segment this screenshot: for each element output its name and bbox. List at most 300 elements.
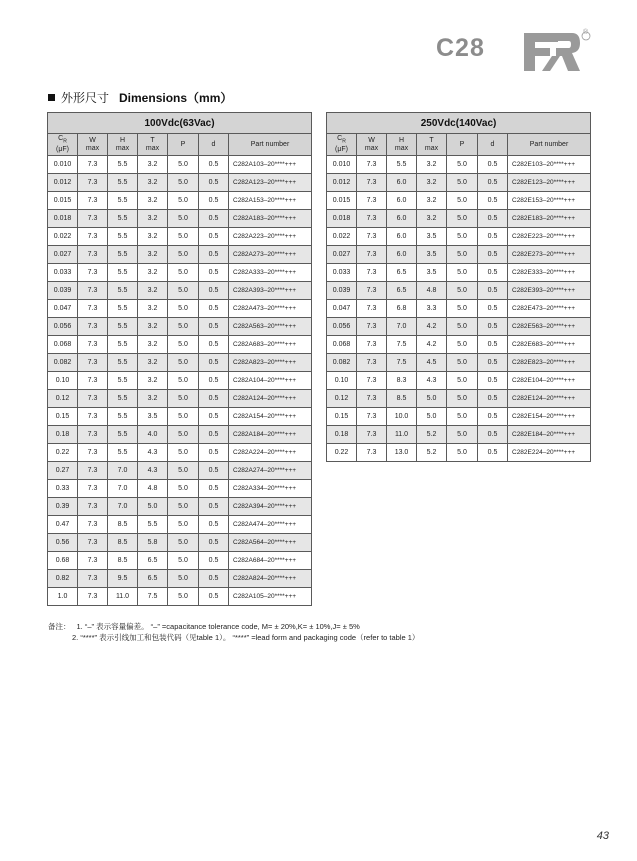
table-cell: 0.5: [478, 354, 508, 372]
note-text-1: 1. “–” 表示容量偏差。 “–” =capacitance tolerance code, M= ± 20%,K= ± 10%,J= ± 5%: [76, 622, 360, 631]
column-header-sublabel: (μF): [335, 145, 348, 153]
part-number-cell: C282A223–20****+++: [229, 228, 312, 246]
table-cell: 4.3: [138, 444, 168, 462]
column-header-label: P: [180, 140, 186, 148]
table-row: [327, 372, 591, 390]
table-cell: 0.022: [327, 228, 357, 246]
table-cell: 0.5: [478, 372, 508, 390]
part-number-cell: C282A224–20****+++: [229, 444, 312, 462]
table-cell: 3.2: [138, 354, 168, 372]
logo-mark: [522, 30, 592, 74]
column-header-label: T: [429, 136, 434, 144]
table-cell: 5.2: [417, 444, 447, 462]
table-cell: 3.2: [138, 372, 168, 390]
table-cell: 0.039: [48, 282, 78, 300]
table-cell: 0.012: [327, 174, 357, 192]
table-cell: 7.5: [138, 588, 168, 606]
table-cell: 0.5: [199, 588, 229, 606]
table-cell: 0.5: [199, 264, 229, 282]
column-header: [327, 134, 357, 156]
column-header: [357, 134, 387, 156]
table-cell: 7.3: [357, 336, 387, 354]
table-cell: 5.5: [108, 174, 138, 192]
table-cell: 0.082: [327, 354, 357, 372]
table-cell: 0.5: [199, 336, 229, 354]
table-cell: 7.3: [78, 588, 108, 606]
table-row: [327, 228, 591, 246]
table-cell: 0.18: [48, 426, 78, 444]
part-number-cell: C282E184–20****+++: [508, 426, 591, 444]
table-row: [48, 570, 312, 588]
table-cell: 5.0: [447, 192, 478, 210]
table-cell: 0.5: [199, 228, 229, 246]
part-number-cell: C282A683–20****+++: [229, 336, 312, 354]
table-cell: 7.3: [357, 174, 387, 192]
table-cell: 0.5: [199, 570, 229, 588]
table-cell: 0.033: [48, 264, 78, 282]
table-cell: 5.5: [108, 426, 138, 444]
table-cell: 7.3: [78, 336, 108, 354]
table-row: [48, 408, 312, 426]
table-cell: 7.3: [357, 318, 387, 336]
table-header-row: [327, 134, 591, 156]
table-cell: 3.2: [138, 336, 168, 354]
column-header-label: H: [119, 136, 126, 144]
table-cell: 3.2: [417, 174, 447, 192]
dimension-table-100vdc: [47, 112, 312, 606]
table-cell: 7.3: [357, 282, 387, 300]
table-cell: 0.5: [478, 228, 508, 246]
table-cell: 6.0: [387, 228, 417, 246]
table-cell: 7.5: [387, 354, 417, 372]
table-cell: 0.39: [48, 498, 78, 516]
table-cell: 9.5: [108, 570, 138, 588]
table-cell: 7.3: [357, 426, 387, 444]
table-cell: 5.0: [168, 246, 199, 264]
table-cell: 0.027: [48, 246, 78, 264]
table-cell: 8.5: [387, 390, 417, 408]
table-cell: 5.0: [168, 372, 199, 390]
part-number-cell: C282E104–20****+++: [508, 372, 591, 390]
table-cell: 3.2: [417, 192, 447, 210]
table-cell: 5.0: [168, 354, 199, 372]
table-cell: 6.8: [387, 300, 417, 318]
table-row: [48, 192, 312, 210]
table-cell: 4.2: [417, 318, 447, 336]
table-cell: 5.5: [108, 336, 138, 354]
column-header: [229, 134, 312, 156]
table-cell: 7.3: [357, 354, 387, 372]
table-cell: 7.3: [78, 534, 108, 552]
table-cell: 5.0: [168, 336, 199, 354]
table-cell: 3.2: [138, 210, 168, 228]
table-cell: 0.10: [327, 372, 357, 390]
part-number-cell: C282A333–20****+++: [229, 264, 312, 282]
table-row: [327, 336, 591, 354]
part-number-cell: C282A393–20****+++: [229, 282, 312, 300]
table-cell: 7.3: [357, 300, 387, 318]
part-number-cell: C282A824–20****+++: [229, 570, 312, 588]
table-cell: 0.047: [48, 300, 78, 318]
table-cell: 7.3: [78, 174, 108, 192]
table-cell: 4.2: [417, 336, 447, 354]
table-cell: 7.3: [78, 354, 108, 372]
table-cell: 5.5: [108, 444, 138, 462]
table-cell: 0.068: [327, 336, 357, 354]
part-number-cell: C282E153–20****+++: [508, 192, 591, 210]
column-header: [447, 134, 478, 156]
part-number-cell: C282A563–20****+++: [229, 318, 312, 336]
table-cell: 0.056: [48, 318, 78, 336]
table-cell: 8.5: [108, 516, 138, 534]
table-row: [48, 300, 312, 318]
table-cell: 5.5: [108, 318, 138, 336]
table-cell: 0.047: [327, 300, 357, 318]
table-cell: 3.2: [138, 300, 168, 318]
section-title-en: Dimensions（mm）: [119, 91, 233, 105]
table-row: [48, 174, 312, 192]
note-label: 备注：: [48, 622, 71, 631]
table-cell: 0.5: [478, 156, 508, 174]
table-cell: 0.5: [199, 516, 229, 534]
table-cell: 0.5: [478, 408, 508, 426]
table-cell: 5.0: [168, 588, 199, 606]
table-row: [327, 318, 591, 336]
table-cell: 0.56: [48, 534, 78, 552]
table-cell: 5.5: [108, 300, 138, 318]
column-header-label: $C_R$: [58, 135, 67, 145]
column-header-label: H: [398, 136, 405, 144]
table-cell: 7.3: [357, 408, 387, 426]
table-cell: 0.5: [199, 174, 229, 192]
table-cell: 0.47: [48, 516, 78, 534]
table-cell: 5.0: [168, 426, 199, 444]
note-text-2: 2. “****” 表示引线加工和包装代码（见table 1）。 “****” =lead form and packaging code（refer to table 1）: [72, 633, 420, 642]
table-cell: 5.0: [447, 408, 478, 426]
table-cell: 5.0: [168, 498, 199, 516]
table-cell: 0.15: [327, 408, 357, 426]
table-cell: 5.5: [108, 156, 138, 174]
table-cell: 5.0: [447, 228, 478, 246]
column-header: [508, 134, 591, 156]
column-header-label: P: [459, 140, 465, 148]
table-cell: 0.056: [327, 318, 357, 336]
part-number-cell: C282E273–20****+++: [508, 246, 591, 264]
table-cell: 6.0: [387, 246, 417, 264]
table-cell: 0.5: [478, 210, 508, 228]
table-cell: 0.5: [199, 408, 229, 426]
part-number-cell: C282A564–20****+++: [229, 534, 312, 552]
table-cell: 0.27: [48, 462, 78, 480]
part-number-cell: C282A105–20****+++: [229, 588, 312, 606]
part-number-cell: C282E154–20****+++: [508, 408, 591, 426]
table-cell: 0.22: [48, 444, 78, 462]
table-cell: 0.018: [48, 210, 78, 228]
table-cell: 13.0: [387, 444, 417, 462]
table-cell: 5.0: [168, 480, 199, 498]
table-row: [48, 516, 312, 534]
table-row: [48, 390, 312, 408]
part-number-cell: C282E823–20****+++: [508, 354, 591, 372]
table-title: 100Vdc(63Vac): [48, 113, 312, 134]
table-cell: 0.12: [48, 390, 78, 408]
table-row: [327, 390, 591, 408]
table-cell: 0.022: [48, 228, 78, 246]
table-cell: 3.2: [138, 228, 168, 246]
table-cell: 1.0: [48, 588, 78, 606]
table-cell: 0.12: [327, 390, 357, 408]
page-number: 43: [596, 830, 609, 842]
table-cell: 5.0: [447, 210, 478, 228]
table-row: [48, 426, 312, 444]
table-cell: 0.015: [48, 192, 78, 210]
part-number-cell: C282A274–20****+++: [229, 462, 312, 480]
table-cell: 7.3: [78, 228, 108, 246]
column-header: [199, 134, 229, 156]
brand-logo: [522, 30, 592, 79]
table-cell: 3.2: [138, 390, 168, 408]
table-cell: 0.5: [199, 498, 229, 516]
table-cell: 5.5: [108, 228, 138, 246]
column-header-label: W: [89, 136, 96, 144]
part-number-cell: C282E333–20****+++: [508, 264, 591, 282]
table-cell: 0.010: [48, 156, 78, 174]
part-number-cell: C282E224–20****+++: [508, 444, 591, 462]
table-cell: 6.0: [387, 210, 417, 228]
table-cell: 0.015: [327, 192, 357, 210]
table-cell: 0.082: [48, 354, 78, 372]
column-header-sublabel: max: [85, 144, 100, 152]
table-cell: 7.3: [78, 498, 108, 516]
table-cell: 7.3: [357, 192, 387, 210]
table-cell: 0.5: [199, 462, 229, 480]
table-cell: 3.5: [417, 264, 447, 282]
table-cell: 0.33: [48, 480, 78, 498]
table-cell: 7.3: [357, 246, 387, 264]
table-cell: 5.0: [168, 570, 199, 588]
table-cell: 7.3: [78, 480, 108, 498]
table-row: [48, 372, 312, 390]
table-cell: 7.3: [78, 426, 108, 444]
table-cell: 5.0: [447, 264, 478, 282]
table-cell: 3.2: [138, 246, 168, 264]
table-cell: 5.5: [108, 246, 138, 264]
table-cell: 11.0: [387, 426, 417, 444]
table-cell: 5.5: [108, 192, 138, 210]
table-cell: 0.82: [48, 570, 78, 588]
part-number-cell: C282E683–20****+++: [508, 336, 591, 354]
part-number-cell: C282E473–20****+++: [508, 300, 591, 318]
table-cell: 0.5: [478, 336, 508, 354]
table-cell: 3.2: [138, 264, 168, 282]
table-cell: 7.3: [78, 264, 108, 282]
column-header-sublabel: (μF): [56, 145, 69, 153]
table-cell: 7.0: [387, 318, 417, 336]
part-number-cell: C282A123–20****+++: [229, 174, 312, 192]
column-header-label: Part number: [250, 140, 290, 148]
table-cell: 0.5: [478, 282, 508, 300]
table-cell: 5.0: [138, 498, 168, 516]
table-cell: 0.5: [199, 552, 229, 570]
table-cell: 7.3: [357, 228, 387, 246]
table-cell: 5.5: [108, 390, 138, 408]
table-cell: 5.5: [108, 210, 138, 228]
table-cell: 5.0: [168, 156, 199, 174]
table-cell: 7.3: [357, 156, 387, 174]
part-number-cell: C282A184–20****+++: [229, 426, 312, 444]
column-header: [138, 134, 168, 156]
table-cell: 5.0: [417, 408, 447, 426]
table-cell: 5.0: [168, 228, 199, 246]
table-row: [327, 156, 591, 174]
table-row: [48, 498, 312, 516]
part-number-cell: C282A394–20****+++: [229, 498, 312, 516]
table-cell: 0.5: [199, 282, 229, 300]
table-header-row: [48, 134, 312, 156]
column-header: [387, 134, 417, 156]
table-cell: 5.5: [108, 264, 138, 282]
dimension-table-250vdc: [326, 112, 591, 462]
table-cell: 5.5: [108, 372, 138, 390]
table-row: [48, 480, 312, 498]
column-header-sublabel: max: [115, 144, 130, 152]
table-cell: 5.0: [447, 246, 478, 264]
table-cell: 7.3: [78, 408, 108, 426]
column-header: [417, 134, 447, 156]
table-cell: 0.5: [478, 264, 508, 282]
table-cell: 0.5: [199, 480, 229, 498]
table-cell: 7.0: [108, 498, 138, 516]
table-cell: 6.5: [387, 282, 417, 300]
table-cell: 5.0: [168, 264, 199, 282]
column-header-sublabel: max: [145, 144, 160, 152]
table-cell: 3.2: [417, 156, 447, 174]
table-cell: 4.8: [417, 282, 447, 300]
table-cell: 0.22: [327, 444, 357, 462]
table-cell: 4.3: [417, 372, 447, 390]
table-cell: 0.5: [199, 300, 229, 318]
table-row: [327, 354, 591, 372]
table-cell: 3.2: [138, 174, 168, 192]
table-row: [327, 408, 591, 426]
part-number-cell: C282E223–20****+++: [508, 228, 591, 246]
table-cell: 5.0: [447, 336, 478, 354]
part-number-cell: C282A104–20****+++: [229, 372, 312, 390]
table-cell: 4.3: [138, 462, 168, 480]
table-cell: 5.0: [168, 444, 199, 462]
part-number-cell: C282A153–20****+++: [229, 192, 312, 210]
table-cell: 5.0: [447, 318, 478, 336]
table-row: [327, 426, 591, 444]
table-title: 250Vdc(140Vac): [327, 113, 591, 134]
table-cell: 5.0: [417, 390, 447, 408]
table-cell: 5.0: [447, 354, 478, 372]
column-header-label: W: [368, 136, 375, 144]
table-cell: 7.3: [78, 300, 108, 318]
table-cell: 10.0: [387, 408, 417, 426]
table-row: [48, 552, 312, 570]
table-cell: 7.5: [387, 336, 417, 354]
table-cell: 5.5: [138, 516, 168, 534]
table-row: [327, 264, 591, 282]
table-cell: 5.0: [447, 282, 478, 300]
table-cell: 3.2: [138, 192, 168, 210]
table-cell: 0.5: [478, 192, 508, 210]
table-cell: 4.5: [417, 354, 447, 372]
table-row: [48, 228, 312, 246]
table-cell: 5.0: [168, 534, 199, 552]
table-cell: 0.5: [478, 174, 508, 192]
table-cell: 0.5: [199, 426, 229, 444]
column-header: [78, 134, 108, 156]
column-header-label: d: [490, 140, 495, 148]
table-cell: 5.0: [168, 210, 199, 228]
table-cell: 7.3: [78, 462, 108, 480]
part-number-cell: C282E563–20****+++: [508, 318, 591, 336]
table-row: [327, 192, 591, 210]
part-number-cell: C282A473–20****+++: [229, 300, 312, 318]
table-cell: 0.68: [48, 552, 78, 570]
note-line-1: [48, 621, 419, 632]
table-row: [48, 246, 312, 264]
table-cell: 6.0: [387, 174, 417, 192]
table-cell: 5.5: [108, 408, 138, 426]
table-row: [48, 156, 312, 174]
part-number-cell: C282E103–20****+++: [508, 156, 591, 174]
part-number-cell: C282A273–20****+++: [229, 246, 312, 264]
table-cell: 5.8: [138, 534, 168, 552]
table-cell: 5.0: [447, 372, 478, 390]
table-cell: 7.3: [78, 390, 108, 408]
table-cell: 5.0: [168, 282, 199, 300]
table-row: [327, 210, 591, 228]
part-number-cell: C282E393–20****+++: [508, 282, 591, 300]
table-cell: 0.5: [478, 246, 508, 264]
table-cell: 0.012: [48, 174, 78, 192]
column-header-sublabel: max: [394, 144, 409, 152]
table-cell: 7.3: [357, 444, 387, 462]
table-cell: 5.5: [387, 156, 417, 174]
table-cell: 0.010: [327, 156, 357, 174]
table-cell: 7.3: [78, 210, 108, 228]
table-cell: 5.0: [168, 390, 199, 408]
table-cell: 8.3: [387, 372, 417, 390]
table-cell: 5.0: [168, 192, 199, 210]
table-row: [48, 588, 312, 606]
table-cell: 0.5: [478, 390, 508, 408]
table-cell: 0.039: [327, 282, 357, 300]
part-number-cell: C282A474–20****+++: [229, 516, 312, 534]
table-row: [327, 300, 591, 318]
column-header: [168, 134, 199, 156]
table-cell: 7.3: [78, 372, 108, 390]
table-row: [48, 336, 312, 354]
table-cell: 6.0: [387, 192, 417, 210]
table-cell: 7.3: [357, 264, 387, 282]
table-cell: 0.5: [199, 210, 229, 228]
table-row: [48, 282, 312, 300]
table-cell: 8.5: [108, 534, 138, 552]
part-number-cell: C282A334–20****+++: [229, 480, 312, 498]
table-row: [48, 534, 312, 552]
table-cell: 0.5: [199, 390, 229, 408]
table-row: [48, 318, 312, 336]
table-cell: 7.3: [78, 318, 108, 336]
table-cell: 0.5: [199, 444, 229, 462]
section-title-cn: 外形尺寸: [61, 91, 110, 105]
column-header-label: $C_R$: [337, 135, 346, 145]
table-cell: 0.027: [327, 246, 357, 264]
